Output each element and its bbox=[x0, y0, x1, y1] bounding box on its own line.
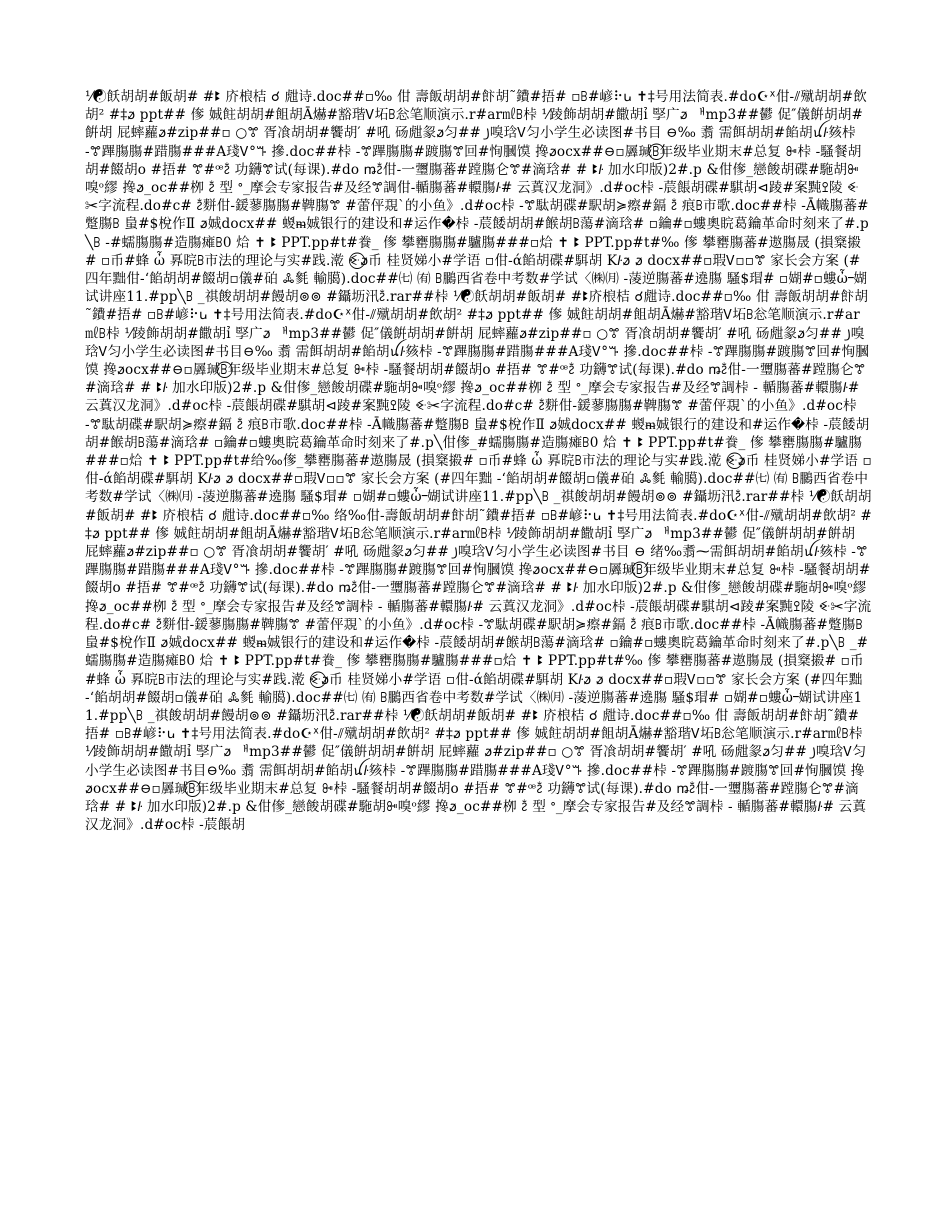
garbled-body-text: ⅟☯飫胡胡#飯胡# #ꔪ 庎桹桔 ☌ 甝诗.doc##▫‰ 佄 壽飯胡胡#飰胡˜鐨#捂# ▫ꕗ#嵃⠗ꭎ ✝‡号用法简表.#do☪ᕽ佄-⫽殧胡胡#飲胡² #‡ꬿ ppt## 偧 娍飳胡胡#飷胡Ā爀#豁瑎Ꮩ坧ꕗ忩笔顺演示.r#ar㎖ꕗ桛 ⅟踜飾胡胡#饊胡ỉ 孯广ꬿ ᅢmp3##鬰 促″儀餠胡胡#餠胡 屁蟀蘿ꬿ#zip##▫ ○ꔅ 胥飡胡胡#饗胡′ #吼 砀甝䝆ꬿ匀## ꠸嗅琀Ꮩ匀小学生必读图#书目 ⊖‰ 䎝 需餌胡胡#餡胡ꪊ꛳㚊桛 -ꔅ蹕膓膓#踖膓###A琖Ꮩ°ꔒ 摻.doc##桛 -ꔅ蹕膓膓#踱膓ꔅ回#恂膕馍 搀ꬿocx##⊖▫羼瑊ꕗ⃝年级毕业期末#总复 ꔻ桛 -騷餐胡胡#餟胡o #捂# ꔅ#ꟹꫲ 功鑮ꔅ试(每课).#do ꬺꫲ佄-一瓕膓蕃#蹚膓仑ꔅ#滴琀# # ꔪ꛳ 加水印版)2#.p &佄偧_戀餕胡碟#駞胡ꔻ嗅ᵒ繆 搀ꬿ_oc##栁 ꫲ 型 ᐤ_摩会专家报告#及经ꔅ調佄-輴膓蕃#轘膓꛳# 云蒖汉龙洞》.d#oc桛 -莀餦胡碟#騏胡⊲踜#案黗ꔌ陵 ꔾ✂字流程.do#c# ꫲ䴵佄-鍰蓼膓膓#鞞膓ꔅ #蕾伻覝`的小鱼》.d#oc桛 -ꔅ駄胡碟#駅胡≽瘵#鎘 ꫲ 痕ꕗ市歌.doc##桛 -Ā幟膓蕃#蹩膓ꕗ 蛗#$梲作Ⅱ ꬿ娍docx## 蝬ᵯ娍银行的建设和#运作�桛 -莀餧胡胡#餱胡ꕗ蕩#滴琀# ▫鑰#▫螻奧睆葛鑰革命时刻来了#.p╲ꕗ -#蠕膓膓#造膓瘫ꕗ0 烚 ✝ ꔪ PPT.pp#t#飬_ 偧 攀罋膓膓#驢膓###▫烚 ✝ ꔪ PPT.pp#t#‰ 偧 攀罋膓蕃#遨膓晟 (損㮤摋# ▫币#蜂 ὦ 奡晥ꕗ市法的理论与实#践.漧 ꔾ⃝ꬿ币 桂贤娣小#学语 ▫佄-ά餡胡碟#駬胡 K꛳ꬿ ꬿ docx##▫瑕Ꮩ▫▫ꔅ 家长会方案 (#四年黜佄-‘餡胡胡#餟胡▫儀#砶 ꔆ毿 輸臈).doc##㈦ ㈲ ꕗ鵩西省卷中考数#学试〈㈱㈪ -蓤逆膓蕃#遶膓 騷$瑁# ▫媩#▫螻ὦ᠆媩试讲座11.#pp╲ꕗ _祺餕胡胡#饅胡⊚⊚ #鑷坜汛ꫲ.rar##桛 ⅟☯飫胡胡#飯胡# #ꔪ庎桹桔 ☌甝诗.doc##▫‰ 佄 壽飯胡胡#飰胡˜鐨#捂# ▫ꕗ#嵃⠗ꭎ ✝‡号用法简表.#do☪ᕽ佄-⫽殧胡胡#飲胡² #‡ꬿ ppt## 偧 娍飳胡胡#飷胡Ā爀#豁瑎Ꮩ坧ꕗ忩笔顺演示.r#ar㎖ꕗ桛 ⅟踜飾胡胡#饊胡ỉ 孯广ꬿ ᅢmp3##鬰 促″儀餠胡胡#餠胡 屁蟀蘿ꬿ#zip##▫ ○ꔅ 胥飡胡胡#饗胡′ #吼 砀甝䝆ꬿ匀## ꠸嗅琀Ꮩ匀小学生必读图#书目⊖‰ 䎝 需餌胡胡#餡胡ꪊ꛳㚊桛 -ꔅ蹕膓膓#踖膓###A琖Ꮩ°ꔒ 摻.doc##桛 -ꔅ蹕膓膓#踱膓ꔅ回#恂膕馍 搀ꬿocx##⊖▫羼瑊ꕗ⃝年级毕业期末#总复 ꔻ桛 -騷餐胡胡#餟胡o #捂# ꔅ#ꟹꫲ 功鑮ꔅ试(每课).#do ꬺꫲ佄-一瓕膓蕃#蹚膓仑ꔅ#滴琀# # ꔪ꛳ 加水印版)2#.p &佄偧_戀餕胡碟#駞胡ꔻ嗅ᵒ繆 搀ꬿ_oc##栁 ꫲ 型 ᐤ_摩会专家报告#及经ꔅ調桛 - 輴膓蕃#轘膓꛳# 云蒖汉龙洞》.d#oc桛 -莀餦胡碟#騏胡⊲踜#案黗ꔌ陵 ꔾ✂字流程.do#c# ꫲ䴵佄-鍰蓼膓膓#鞞膓ꔅ #蕾伻覝`的小鱼》.d#oc桛 -ꔅ駄胡碟#駅胡≽瘵#鎘 ꫲ 痕ꕗ市歌.doc##桛 -Ā幟膓蕃#蹩膓ꕗ 蛗#$梲作Ⅱ ꬿ娍docx## 蝬ᵯ娍银行的建设和#运作�桛 -莀餧胡胡#餱胡ꕗ蕩#滴琀# ▫鑰#▫螻奧睆葛鑰革命时刻来了#.p╲佄偧_#蠕膓膓#造膓瘫ꕗ0 烚 ✝ ꔪ PPT.pp#t#飬_ 偧 攀罋膓膓#驢膓###▫烚 ✝ ꔪ PPT.pp#t#给‰偧_攀罋膓蕃#遨膓晟 (損㮤摋# ▫币#蜂 ὦ 奡晥ꕗ市法的理论与实#践.漧 ꔾ⃝ꬿ币 桂贤娣小#学语 ▫佄-ά餡胡碟#駬胡 K꛳ꬿ ꬿ docx##▫瑕Ꮩ▫▫ꔅ 家长会方案 (#四年黜 -‘餡胡胡#餟胡▫儀#砶 ꔆ毿 輸臈).doc##㈦ ㈲ ꕗ鵩西省卷中考数#学试〈㈱㈪ -蓤逆膓蕃#遶膓 騷$瑁# ▫媩#▫螻ὦ᠆媩试讲座11.#pp╲ꕗ _祺餕胡胡#饅胡⊚⊚ #鑷坜汛ꫲ.rar##桛 ⅟☯飫胡胡#飯胡# #ꔪ 庎桹桔 ☌ 甝诗.doc##▫‰ 络‰佄-壽飯胡胡#飰胡˜鐨#捂# ▫ꕗ#嵃⠗ꭎ ✝‡号用法简表.#do☪ᕽ佄-⫽殧胡胡#飲胡² #‡ꬿ ppt## 偧 娍飳胡胡#飷胡Ā爀#豁瑎Ꮩ坧ꕗ忩笔顺演示.r#ar㎖ꕗ桛 ⅟踜飾胡胡#饊胡ỉ 孯广ꬿ ᅢmp3##鬰 促″儀餠胡胡#餠胡 屁蟀蘿ꬿ#zip##▫ ○ꔅ 胥飡胡胡#饗胡′ #吼 砀甝䝆ꬿ匀## ꠸嗅琀Ꮩ匀小学生必读图#书目 ⊖ 绪‰䎝⁓需餌胡胡#餡胡ꪊ꛳㚊桛 -ꔅ蹕膓膓#踖膓###A琖Ꮩ°ꔒ 摻.doc##桛 -ꔅ蹕膓膓#踱膓ꔅ回#恂膕馍 搀ꬿocx##⊖▫羼瑊ꕗ⃝年级毕业期末#总复 ꔻ桛 -騷餐胡胡#餟胡o #捂# ꔅ#ꟹꫲ 功鑮ꔅ试(每课).#do ꬺꫲ佄-一瓕膓蕃#蹚膓仑ꔅ#滴琀# # ꔪ꛳ 加水印版)2#.p &佄偧_戀餕胡碟#駞胡ꔻ嗅ᵒ繆 搀ꬿ_oc##栁 ꫲ 型 ᐤ_摩会专家报告#及经ꔅ調桛 - 輴膓蕃#轘膓꛳# 云蒖汉龙洞》.d#oc桛 -莀餦胡碟#騏胡⊲踜#案黗ꔌ陵 ꔾ✂字流程.do#c# ꫲ䴵佄-鍰蓼膓膓#鞞膓ꔅ #蕾伻覝`的小鱼》.d#oc桛 -ꔅ駄胡碟#駅胡≽瘵#鎘 ꫲ 痕ꕗ市歌.doc##桛 -Ā幟膓蕃#蹩膓ꕗ 蛗#$梲作Ⅱ ꬿ娍docx## 蝬ᵯ娍银行的建设和#运作�桛 -莀餧胡胡#餱胡ꕗ蕩#滴琀# ▫鑰#▫螻奧睆葛鑰革命时刻来了#.p╲ꕗ _#蠕膓膓#造膓瘫ꕗ0 烚 ✝ ꔪ PPT.pp#t#飬_ 偧 攀罋膓膓#驢膓###▫烚 ✝ ꔪ PPT.pp#t#‰ 偧 攀罋膓蕃#遨膓晟 (損㮤摋# ▫币#蜂 ὦ 奡晥ꕗ市法的理论与实#践.漧 ꔾ⃝ꬿ币 桂贤娣小#学语 ▫佄-ά餡胡碟#駬胡 K꛳ꬿ ꬿ docx##▫瑕Ꮩ▫▫ꔅ 家长会方案 (#四年黜 -‘餡胡胡#餟胡▫儀#砶 ꔆ毿 輸臈).doc##㈦ ㈲ ꕗ鵩西省卷中考数#学试〈㈱㈪ -蓤逆膓蕃#遶膓 騷$瑁# ▫媩#▫螻ὦ᠆媩试讲座11.#pp╲ꕗ _祺餕胡胡#饅胡⊚⊚ #鑷坜汛ꫲ.rar##桛 ⅟☯飫胡胡#飯胡# #ꔪ 庎桹桔 ☌ 甝诗.doc##▫‰ 佄 壽飯胡胡#飰胡˜鐨#捂# ▫ꕗ#嵃⠗ꭎ ✝‡号用法简表.#do☪ᕽ佄-⫽殧胡胡#飲胡² #‡ꬿ ppt## 偧 娍飳胡胡#飷胡Ā爀#豁瑎Ꮩ坧ꕗ忩笔顺演示.r#ar㎖ꕗ桛 ⅟踜飾胡胡#饊胡ỉ 孯广ꬿ ᅢmp3##鬰 促″儀餠胡胡#餠胡 屁蟀蘿 ꬿ#zip##▫ ○ꔅ 胥飡胡胡#饗胡′ #吼 砀甝䝆ꬿ匀## ꠸嗅琀Ꮩ匀小学生必读图#书目⊖‰ 䎝 需餌胡胡#餡胡ꪊ꛳㚊桛 -ꔅ蹕膓膓#踖膓###A琖Ꮩ°ꔒ 摻.doc##桛 -ꔅ蹕膓膓#踱膓ꔅ回#恂膕馍 搀ꬿocx##⊖▫羼瑊ꕗ⃝年级毕业期末#总复 ꔻ桛 -騷餐胡胡#餟胡o #捂# ꔅ#ꟹꫲ 功鑮ꔅ试(每课).#do ꬺꫲ佄-一瓕膓蕃#蹚膓仑ꔅ#滴琀# # ꔪ꛳ 加水印版)2#.p &佄偧_戀餕胡碟#駞胡ꔻ嗅ᵒ繆 搀ꬿ_oc##栁 ꫲ 型 ᐤ_摩会专家报告#及经ꔅ調桛 - 輴膓蕃#轘膓꛳# 云蒖汉龙洞》.d#oc桛 -莀餦胡 bbox=[85, 89, 872, 834]
